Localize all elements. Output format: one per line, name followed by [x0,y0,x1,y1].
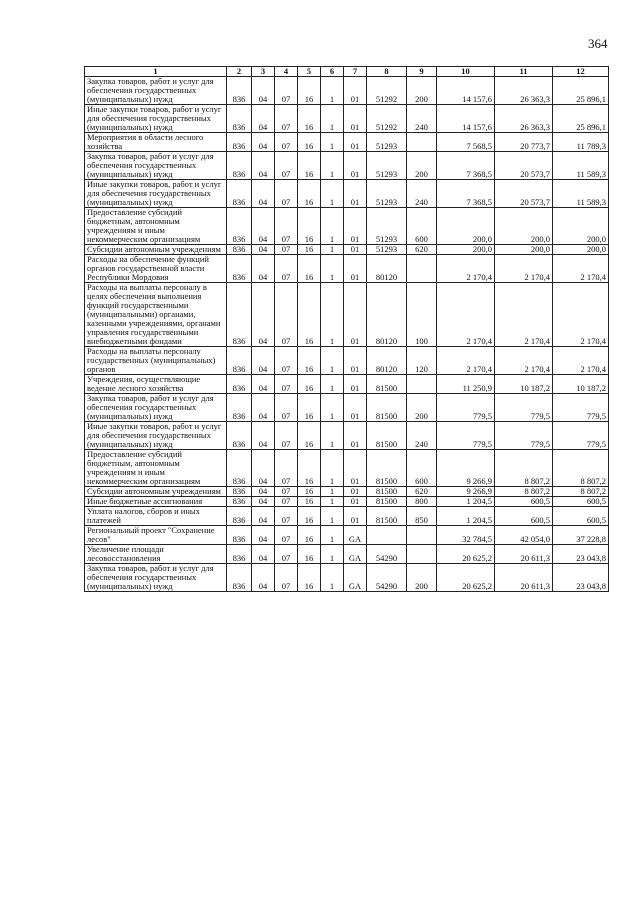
amount-cell: 1 204,5 [437,507,495,526]
section-cell: 04 [252,283,275,347]
admin-code-cell: 836 [227,245,252,255]
expense-type-cell: 240 [407,105,437,133]
section-cell: 04 [252,487,275,497]
amount-cell: 7 368,5 [437,152,495,180]
program-cell: 16 [298,208,321,245]
amount-cell: 7 568,5 [437,133,495,152]
direction-cell: 51292 [367,77,407,105]
event-cell: 01 [344,450,367,487]
table-row [85,375,609,394]
table-row [85,283,609,347]
section-cell: 04 [252,152,275,180]
program-cell: 16 [298,487,321,497]
amount-cell: 7 368,5 [437,180,495,208]
event-cell: GA [344,545,367,564]
section-cell: 04 [252,497,275,507]
amount-cell: 600,5 [553,497,609,507]
section-cell: 04 [252,526,275,545]
admin-code-cell: 836 [227,255,252,283]
direction-cell: 81500 [367,487,407,497]
amount-cell: 779,5 [495,394,553,422]
amount-cell: 779,5 [553,422,609,450]
table-row [85,545,609,564]
expense-type-cell [407,526,437,545]
program-cell: 16 [298,245,321,255]
section-cell: 04 [252,105,275,133]
expense-type-cell: 200 [407,394,437,422]
amount-cell: 14 157,6 [437,105,495,133]
amount-cell: 8 807,2 [495,450,553,487]
table-row [85,347,609,375]
amount-cell: 779,5 [553,394,609,422]
subprogram-cell: 1 [321,375,344,394]
program-cell: 16 [298,545,321,564]
row-name-cell: Иные закупки товаров, работ и услуг для обеспечения государственных (муниципальных) нужд [85,422,227,450]
subsection-cell: 07 [275,283,298,347]
row-name-cell: Мероприятия в области лесного хозяйства [85,133,227,152]
expense-type-cell [407,133,437,152]
amount-cell: 200,0 [437,208,495,245]
subsection-cell: 07 [275,422,298,450]
event-cell: 01 [344,245,367,255]
amount-cell: 2 170,4 [437,347,495,375]
section-cell: 04 [252,133,275,152]
direction-cell: 51293 [367,180,407,208]
table-row [85,208,609,245]
direction-cell: 51293 [367,133,407,152]
subsection-cell: 07 [275,133,298,152]
subprogram-cell: 1 [321,255,344,283]
column-header: 1 [85,67,227,77]
amount-cell: 2 170,4 [495,255,553,283]
table-row [85,497,609,507]
expense-type-cell: 200 [407,152,437,180]
subsection-cell: 07 [275,105,298,133]
program-cell: 16 [298,375,321,394]
amount-cell: 2 170,4 [495,347,553,375]
expense-type-cell: 240 [407,422,437,450]
amount-cell: 11 589,3 [553,180,609,208]
direction-cell: 80120 [367,283,407,347]
amount-cell: 2 170,4 [495,283,553,347]
admin-code-cell: 836 [227,180,252,208]
program-cell: 16 [298,105,321,133]
table-row [85,507,609,526]
direction-cell: 81500 [367,507,407,526]
subprogram-cell: 1 [321,422,344,450]
expense-type-cell [407,375,437,394]
event-cell: 01 [344,105,367,133]
admin-code-cell: 836 [227,422,252,450]
amount-cell: 20 625,2 [437,545,495,564]
subsection-cell: 07 [275,450,298,487]
admin-code-cell: 836 [227,497,252,507]
row-name-cell: Закупка товаров, работ и услуг для обеспечения государственных (муниципальных) нужд [85,564,227,592]
amount-cell: 779,5 [437,422,495,450]
row-name-cell: Предоставление субсидий бюджетным, автономным учреждениям и иным некоммерческим организациям [85,208,227,245]
column-header: 5 [298,67,321,77]
event-cell: 01 [344,487,367,497]
event-cell: 01 [344,375,367,394]
admin-code-cell: 836 [227,487,252,497]
row-name-cell: Региональный проект "Сохранение лесов" [85,526,227,545]
program-cell: 16 [298,180,321,208]
subprogram-cell: 1 [321,283,344,347]
event-cell: 01 [344,208,367,245]
event-cell: 01 [344,394,367,422]
direction-cell [367,526,407,545]
row-name-cell: Уплата налогов, сборов и иных платежей [85,507,227,526]
amount-cell: 8 807,2 [553,450,609,487]
column-header: 9 [407,67,437,77]
amount-cell: 200,0 [495,208,553,245]
section-cell: 04 [252,180,275,208]
section-cell: 04 [252,507,275,526]
event-cell: 01 [344,133,367,152]
subprogram-cell: 1 [321,347,344,375]
program-cell: 16 [298,133,321,152]
admin-code-cell: 836 [227,152,252,180]
direction-cell: 80120 [367,255,407,283]
subprogram-cell: 1 [321,152,344,180]
direction-cell: 81500 [367,450,407,487]
subsection-cell: 07 [275,564,298,592]
amount-cell: 9 266,9 [437,487,495,497]
expense-type-cell: 200 [407,77,437,105]
admin-code-cell: 836 [227,283,252,347]
program-cell: 16 [298,152,321,180]
amount-cell: 20 573,7 [495,180,553,208]
subprogram-cell: 1 [321,105,344,133]
subprogram-cell: 1 [321,545,344,564]
admin-code-cell: 836 [227,133,252,152]
column-header: 7 [344,67,367,77]
row-name-cell: Расходы на выплаты персоналу в целях обеспечения выполнения функций государственными (муниципальными) органами, казенными учреждениями, органами управления государственными внебюджетными фондами [85,283,227,347]
amount-cell: 2 170,4 [437,283,495,347]
subprogram-cell: 1 [321,133,344,152]
program-cell: 16 [298,283,321,347]
amount-cell: 2 170,4 [437,255,495,283]
section-cell: 04 [252,208,275,245]
table-row [85,133,609,152]
amount-cell: 2 170,4 [553,347,609,375]
expense-type-cell [407,255,437,283]
subprogram-cell: 1 [321,180,344,208]
direction-cell: 51293 [367,245,407,255]
amount-cell: 20 773,7 [495,133,553,152]
section-cell: 04 [252,77,275,105]
program-cell: 16 [298,347,321,375]
amount-cell: 14 157,6 [437,77,495,105]
expense-type-cell: 800 [407,497,437,507]
row-name-cell: Закупка товаров, работ и услуг для обеспечения государственных (муниципальных) нужд [85,152,227,180]
table-row [85,105,609,133]
row-name-cell: Субсидии автономным учреждениям [85,245,227,255]
subsection-cell: 07 [275,347,298,375]
row-name-cell: Расходы на выплаты персоналу государственных (муниципальных) органов [85,347,227,375]
section-cell: 04 [252,422,275,450]
table-row [85,77,609,105]
program-cell: 16 [298,255,321,283]
expense-type-cell: 620 [407,487,437,497]
amount-cell: 20 625,2 [437,564,495,592]
column-header: 8 [367,67,407,77]
amount-cell: 26 363,3 [495,105,553,133]
subsection-cell: 07 [275,152,298,180]
subprogram-cell: 1 [321,450,344,487]
table-row [85,422,609,450]
admin-code-cell: 836 [227,564,252,592]
amount-cell: 26 363,3 [495,77,553,105]
table-row [85,180,609,208]
row-name-cell: Закупка товаров, работ и услуг для обеспечения государственных (муниципальных) нужд [85,77,227,105]
amount-cell: 25 896,1 [553,77,609,105]
section-cell: 04 [252,394,275,422]
subsection-cell: 07 [275,77,298,105]
amount-cell: 11 250,9 [437,375,495,394]
admin-code-cell: 836 [227,507,252,526]
table-row [85,564,609,592]
amount-cell: 200,0 [495,245,553,255]
amount-cell: 42 054,0 [495,526,553,545]
event-cell: 01 [344,507,367,526]
expense-type-cell: 620 [407,245,437,255]
amount-cell: 10 187,2 [553,375,609,394]
amount-cell: 20 573,7 [495,152,553,180]
row-name-cell: Увеличение площади лесовосстановления [85,545,227,564]
subprogram-cell: 1 [321,487,344,497]
direction-cell: 81500 [367,394,407,422]
subsection-cell: 07 [275,375,298,394]
subsection-cell: 07 [275,526,298,545]
amount-cell: 11 589,3 [553,152,609,180]
amount-cell: 2 170,4 [553,283,609,347]
subsection-cell: 07 [275,545,298,564]
event-cell: 01 [344,180,367,208]
direction-cell: 81500 [367,497,407,507]
amount-cell: 779,5 [437,394,495,422]
subprogram-cell: 1 [321,77,344,105]
program-cell: 16 [298,526,321,545]
program-cell: 16 [298,507,321,526]
amount-cell: 2 170,4 [553,255,609,283]
subsection-cell: 07 [275,487,298,497]
section-cell: 04 [252,255,275,283]
amount-cell: 200,0 [553,245,609,255]
subprogram-cell: 1 [321,526,344,545]
direction-cell: 80120 [367,347,407,375]
amount-cell: 600,5 [495,507,553,526]
direction-cell: 51293 [367,152,407,180]
expense-type-cell: 240 [407,180,437,208]
admin-code-cell: 836 [227,347,252,375]
event-cell: 01 [344,152,367,180]
column-header: 6 [321,67,344,77]
expense-type-cell: 200 [407,564,437,592]
event-cell: 01 [344,283,367,347]
amount-cell: 8 807,2 [553,487,609,497]
table-body [85,77,609,592]
section-cell: 04 [252,450,275,487]
subprogram-cell: 1 [321,497,344,507]
table-row [85,394,609,422]
direction-cell: 51293 [367,208,407,245]
admin-code-cell: 836 [227,375,252,394]
row-name-cell: Субсидии автономным учреждениям [85,487,227,497]
expense-type-cell: 600 [407,450,437,487]
expense-type-cell: 120 [407,347,437,375]
amount-cell: 25 896,1 [553,105,609,133]
event-cell: 01 [344,497,367,507]
subsection-cell: 07 [275,255,298,283]
program-cell: 16 [298,422,321,450]
direction-cell: 54290 [367,545,407,564]
subprogram-cell: 1 [321,208,344,245]
direction-cell: 81500 [367,375,407,394]
admin-code-cell: 836 [227,545,252,564]
admin-code-cell: 836 [227,526,252,545]
subprogram-cell: 1 [321,394,344,422]
section-cell: 04 [252,375,275,394]
expense-type-cell: 850 [407,507,437,526]
column-header: 11 [495,67,553,77]
subsection-cell: 07 [275,180,298,208]
row-name-cell: Иные закупки товаров, работ и услуг для обеспечения государственных (муниципальных) нужд [85,180,227,208]
column-header: 2 [227,67,252,77]
admin-code-cell: 836 [227,450,252,487]
section-cell: 04 [252,347,275,375]
row-name-cell: Учреждения, осуществляющие ведение лесного хозяйства [85,375,227,394]
event-cell: 01 [344,255,367,283]
table-row [85,255,609,283]
amount-cell: 200,0 [437,245,495,255]
section-cell: 04 [252,245,275,255]
amount-cell: 8 807,2 [495,487,553,497]
subsection-cell: 07 [275,245,298,255]
row-name-cell: Расходы на обеспечение функций органов государственной власти Республики Мордовия [85,255,227,283]
table-row [85,245,609,255]
amount-cell: 20 611,3 [495,564,553,592]
subsection-cell: 07 [275,507,298,526]
program-cell: 16 [298,77,321,105]
header-row [85,67,609,77]
row-name-cell: Закупка товаров, работ и услуг для обеспечения государственных (муниципальных) нужд [85,394,227,422]
subsection-cell: 07 [275,497,298,507]
subsection-cell: 07 [275,394,298,422]
table-row [85,526,609,545]
table-row [85,152,609,180]
admin-code-cell: 836 [227,208,252,245]
table-row [85,487,609,497]
program-cell: 16 [298,394,321,422]
admin-code-cell: 836 [227,105,252,133]
section-cell: 04 [252,564,275,592]
direction-cell: 54290 [367,564,407,592]
subprogram-cell: 1 [321,507,344,526]
column-header: 3 [252,67,275,77]
row-name-cell: Иные бюджетные ассигнования [85,497,227,507]
subsection-cell: 07 [275,208,298,245]
amount-cell: 600,5 [495,497,553,507]
program-cell: 16 [298,564,321,592]
expense-type-cell [407,545,437,564]
program-cell: 16 [298,497,321,507]
row-name-cell: Иные закупки товаров, работ и услуг для обеспечения государственных (муниципальных) нужд [85,105,227,133]
table-row [85,450,609,487]
amount-cell: 11 789,3 [553,133,609,152]
subprogram-cell: 1 [321,564,344,592]
row-name-cell: Предоставление субсидий бюджетным, автономным учреждениям и иным некоммерческим организациям [85,450,227,487]
direction-cell: 51292 [367,105,407,133]
amount-cell: 10 187,2 [495,375,553,394]
amount-cell: 9 266,9 [437,450,495,487]
event-cell: GA [344,526,367,545]
amount-cell: 23 043,8 [553,545,609,564]
admin-code-cell: 836 [227,394,252,422]
expense-type-cell: 600 [407,208,437,245]
subprogram-cell: 1 [321,245,344,255]
amount-cell: 1 204,5 [437,497,495,507]
direction-cell: 81500 [367,422,407,450]
page-number: 364 [588,36,608,51]
amount-cell: 779,5 [495,422,553,450]
amount-cell: 200,0 [553,208,609,245]
event-cell: 01 [344,77,367,105]
amount-cell: 23 043,8 [553,564,609,592]
column-header: 12 [553,67,609,77]
expense-type-cell: 100 [407,283,437,347]
amount-cell: 20 611,3 [495,545,553,564]
column-header: 4 [275,67,298,77]
event-cell: 01 [344,422,367,450]
event-cell: 01 [344,347,367,375]
column-header: 10 [437,67,495,77]
budget-table [84,66,609,592]
admin-code-cell: 836 [227,77,252,105]
section-cell: 04 [252,545,275,564]
amount-cell: 32 784,5 [437,526,495,545]
program-cell: 16 [298,450,321,487]
event-cell: GA [344,564,367,592]
amount-cell: 600,5 [553,507,609,526]
amount-cell: 37 228,8 [553,526,609,545]
